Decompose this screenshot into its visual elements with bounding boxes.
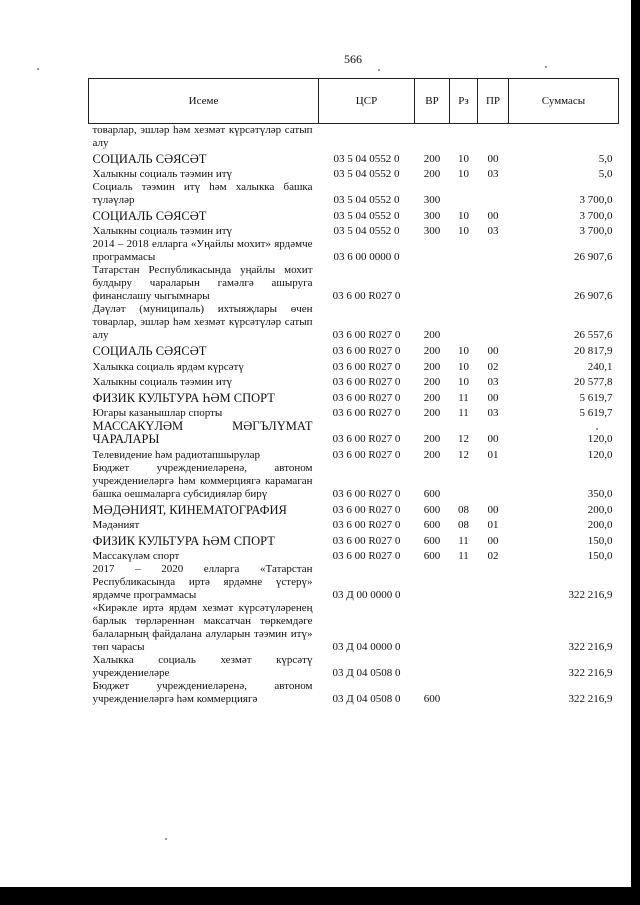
cell-vr: 200 [423, 376, 441, 389]
cell-rz: 10 [458, 344, 469, 357]
cell-pr: 02 [487, 360, 499, 373]
cell-name: ФИЗИК КУЛЬТУРА ҺӘМ СПОРТ [92, 533, 275, 548]
cell-name: Халыкка социаль хезмәт күрсәтү учреждениеләре [92, 654, 313, 680]
cell-rz: 11 [458, 550, 469, 563]
cell-name: 2017 – 2020 елларга «Татарстан Республикасында иртә ярдәмне үстерү» ярдәмче программасы [92, 563, 313, 602]
cell-pr [478, 654, 509, 680]
scan-speck [545, 66, 547, 68]
cell-vr: 600 [423, 693, 441, 706]
cell-name: Бюджет учреждениеләренә, автоном учреждениеләргә һәм коммерциягә [92, 680, 313, 706]
cell-name: «Кирәкле иртә ярдәм хезмәт күрсәтүләренең барлык төрләреннән максатчан төркемдәге балаларның файдалана алуларын тәэмин итү» төп чарасы [92, 602, 313, 654]
cell-rz [450, 563, 478, 602]
table-row [89, 548, 619, 564]
cell-csr: 03 6 00 R027 0 [332, 376, 401, 389]
cell-vr: 600 [423, 503, 441, 516]
table-row [89, 405, 619, 421]
cell-sum: 5 619,7 [579, 407, 613, 420]
cell-sum: 322 216,9 [568, 667, 613, 680]
table-row [89, 181, 619, 207]
cell-name: ФИЗИК КУЛЬТУРА ҺӘМ СПОРТ [92, 390, 275, 405]
cell-name: Халыкны социаль тәэмин итү [92, 376, 233, 389]
cell-sum: 3 700,0 [579, 194, 613, 207]
cell-pr [478, 602, 509, 654]
cell-sum: 5 619,7 [579, 391, 613, 404]
cell-rz: 08 [458, 503, 469, 516]
cell-vr [415, 602, 450, 654]
cell-rz: 11 [458, 391, 469, 404]
header-name: Исеме [89, 79, 319, 124]
table-row [89, 532, 619, 548]
cell-vr: 200 [423, 407, 441, 420]
cell-csr: 03 6 00 R027 0 [332, 503, 401, 516]
table-row [89, 358, 619, 374]
cell-sum: 3 700,0 [579, 209, 613, 222]
cell-pr: 02 [487, 550, 499, 563]
cell-sum: 200,0 [587, 519, 613, 532]
table-row [89, 654, 619, 680]
scan-speck [596, 428, 598, 430]
table-row [89, 303, 619, 342]
budget-table [88, 78, 619, 706]
cell-name: Бюджет учреждениеләренә, автоном учреждениеләргә һәм коммерциягә карамаган башка оешмаларга субсидияләр бирү [92, 461, 313, 500]
cell-rz [450, 264, 478, 303]
cell-vr: 200 [423, 391, 441, 404]
cell-rz: 10 [458, 360, 469, 373]
cell-vr: 200 [423, 360, 441, 373]
cell-pr [478, 462, 509, 501]
cell-csr: 03 Д 04 0508 0 [332, 667, 401, 680]
page-number: 566 [344, 52, 362, 66]
cell-sum: 322 216,9 [568, 641, 613, 654]
header-vr: ВР [415, 79, 450, 124]
cell-rz: 11 [458, 534, 469, 547]
cell-name: Мәдәният [92, 519, 140, 532]
cell-csr: 03 6 00 0000 0 [333, 251, 400, 264]
cell-vr [415, 124, 450, 151]
cell-rz: 11 [458, 407, 469, 420]
cell-pr [478, 303, 509, 342]
cell-sum: 322 216,9 [568, 589, 613, 602]
cell-pr: 01 [487, 519, 499, 532]
cell-name: Югары казанышлар спорты [92, 407, 223, 420]
cell-sum: 240,1 [587, 360, 613, 373]
cell-pr [478, 181, 509, 207]
cell-vr: 200 [423, 329, 441, 342]
cell-rz [450, 181, 478, 207]
cell-pr [478, 238, 509, 264]
cell-csr: 03 Д 04 0000 0 [332, 641, 401, 654]
cell-csr: 03 6 00 R027 0 [332, 290, 401, 303]
cell-csr: 03 6 00 R027 0 [332, 391, 401, 404]
cell-vr: 600 [423, 550, 441, 563]
cell-rz [450, 303, 478, 342]
cell-sum: 5,0 [598, 152, 613, 165]
cell-pr: 00 [487, 503, 499, 516]
cell-pr: 01 [487, 448, 499, 461]
cell-csr: 03 6 00 R027 0 [332, 360, 401, 373]
table-row [89, 342, 619, 358]
table-row [89, 264, 619, 303]
scan-speck [378, 69, 380, 71]
cell-rz [450, 238, 478, 264]
table-row [89, 150, 619, 166]
cell-pr [478, 124, 509, 151]
cell-sum: 120,0 [587, 448, 613, 461]
cell-rz: 10 [458, 376, 469, 389]
table-row [89, 602, 619, 654]
cell-pr: 03 [487, 376, 499, 389]
cell-sum: 200,0 [587, 503, 613, 516]
cell-pr: 00 [487, 391, 499, 404]
cell-name: Массакүләм спорт [92, 550, 180, 563]
cell-csr: 03 5 04 0552 0 [333, 225, 400, 238]
cell-sum: 26 557,6 [574, 329, 613, 342]
table-row [89, 446, 619, 462]
header-rz: Рз [450, 79, 478, 124]
cell-csr: 03 6 00 R027 0 [332, 407, 401, 420]
cell-csr: 03 6 00 R027 0 [332, 550, 401, 563]
table-row [89, 680, 619, 706]
cell-pr: 03 [487, 225, 499, 238]
cell-vr [415, 654, 450, 680]
cell-name: СОЦИАЛЬ СӘЯСӘТ [92, 343, 207, 358]
cell-pr: 00 [487, 209, 499, 222]
cell-vr [415, 238, 450, 264]
cell-csr: 03 6 00 R027 0 [332, 433, 401, 446]
cell-name: Халыкны социаль тәэмин итү [92, 225, 233, 238]
cell-vr: 200 [423, 168, 441, 181]
cell-vr: 200 [423, 433, 441, 446]
table-body [89, 124, 619, 707]
cell-sum: 3 700,0 [579, 225, 613, 238]
cell-name: СОЦИАЛЬ СӘЯСӘТ [92, 151, 207, 166]
cell-csr: 03 6 00 R027 0 [332, 487, 401, 500]
cell-sum: 150,0 [587, 534, 613, 547]
cell-csr: 03 5 04 0552 0 [333, 152, 400, 165]
cell-vr [415, 563, 450, 602]
cell-rz [450, 680, 478, 706]
scan-speck [165, 838, 167, 840]
header-csr: ЦСР [319, 79, 415, 124]
cell-vr: 600 [423, 487, 441, 500]
cell-sum: 20 577,8 [574, 376, 613, 389]
cell-vr: 300 [423, 225, 441, 238]
table-row [89, 501, 619, 517]
cell-sum: 120,0 [587, 433, 613, 446]
cell-name: Халыкны социаль тәэмин итү [92, 168, 233, 181]
cell-csr: 03 5 04 0552 0 [333, 194, 400, 207]
table-row [89, 517, 619, 533]
header-pr: ПР [478, 79, 509, 124]
cell-pr [478, 264, 509, 303]
cell-vr: 200 [423, 152, 441, 165]
cell-pr: 00 [487, 433, 499, 446]
cell-vr: 200 [423, 448, 441, 461]
cell-sum: 322 216,9 [568, 693, 613, 706]
cell-csr: 03 Д 00 0000 0 [332, 589, 401, 602]
cell-csr: 03 6 00 R027 0 [332, 534, 401, 547]
cell-pr: 00 [487, 344, 499, 357]
cell-csr: 03 Д 04 0508 0 [332, 693, 401, 706]
table-row [89, 420, 619, 446]
cell-csr: 03 5 04 0552 0 [333, 168, 400, 181]
cell-csr: 03 6 00 R027 0 [332, 519, 401, 532]
cell-name: Телевидение һәм радиотапшырулар [92, 448, 261, 461]
cell-name: МӘДӘНИЯТ, КИНЕМАТОГРАФИЯ [92, 502, 287, 517]
cell-rz [450, 462, 478, 501]
cell-rz: 10 [458, 152, 469, 165]
cell-sum [509, 124, 619, 151]
cell-csr: 03 6 00 R027 0 [332, 448, 401, 461]
table-row [89, 462, 619, 501]
cell-csr: 03 6 00 R027 0 [332, 329, 401, 342]
table-row [89, 374, 619, 390]
cell-pr [478, 680, 509, 706]
cell-vr: 200 [423, 344, 441, 357]
scan-border-right [631, 0, 640, 905]
cell-pr: 03 [487, 407, 499, 420]
header-sum: Суммасы [509, 79, 619, 124]
cell-rz [450, 602, 478, 654]
cell-sum: 150,0 [587, 550, 613, 563]
scan-border-bottom [0, 887, 640, 905]
table-row [89, 389, 619, 405]
cell-pr: 03 [487, 168, 499, 181]
cell-rz: 12 [458, 433, 469, 446]
cell-sum: 26 907,6 [574, 290, 613, 303]
cell-vr: 600 [423, 519, 441, 532]
cell-csr: 03 5 04 0552 0 [333, 209, 400, 222]
cell-rz [450, 124, 478, 151]
cell-vr: 300 [423, 209, 441, 222]
cell-sum: 5,0 [598, 168, 613, 181]
cell-name: МАССАКҮЛӘМ МӘГЪЛҮМАТ ЧАРАЛАРЫ [92, 419, 313, 447]
table-row [89, 238, 619, 264]
cell-pr [478, 563, 509, 602]
cell-rz: 08 [458, 519, 469, 532]
cell-sum: 26 907,6 [574, 251, 613, 264]
cell-name: Дәүләт (муниципаль) ихтыяҗлары өчен товарлар, эшләр һәм хезмәт күрсәтүләр сатып алу [92, 303, 313, 342]
cell-sum: 20 817,9 [574, 344, 613, 357]
cell-csr: 03 6 00 R027 0 [332, 344, 401, 357]
table-row [89, 563, 619, 602]
cell-vr [415, 264, 450, 303]
cell-pr: 00 [487, 152, 499, 165]
cell-name: товарлар, эшләр һәм хезмәт күрсәтүләр сатып алу [92, 124, 313, 149]
table-row [89, 166, 619, 182]
cell-sum: 350,0 [587, 487, 613, 500]
table-row [89, 223, 619, 239]
table-row [89, 207, 619, 223]
table-row [89, 124, 619, 151]
cell-name: 2014 – 2018 елларга «Уңайлы мохит» ярдәмче программасы [92, 238, 313, 264]
scan-speck [37, 68, 39, 70]
cell-rz: 10 [458, 225, 469, 238]
cell-pr: 00 [487, 534, 499, 547]
table-header [89, 79, 619, 124]
cell-csr [319, 124, 415, 151]
cell-vr: 600 [423, 534, 441, 547]
cell-name: Халыкка социаль ярдәм күрсәтү [92, 360, 244, 373]
cell-rz: 10 [458, 168, 469, 181]
cell-name: Социаль тәэмин итү һәм халыкка башка түләүләр [92, 181, 313, 207]
cell-name: СОЦИАЛЬ СӘЯСӘТ [92, 208, 207, 223]
cell-rz: 10 [458, 209, 469, 222]
cell-vr: 300 [423, 194, 441, 207]
cell-rz [450, 654, 478, 680]
cell-name: Татарстан Республикасында уңайлы мохит булдыру чараларын гамәлгә ашыруга финанслашу чыгымнары [92, 264, 313, 303]
cell-rz: 12 [458, 448, 469, 461]
